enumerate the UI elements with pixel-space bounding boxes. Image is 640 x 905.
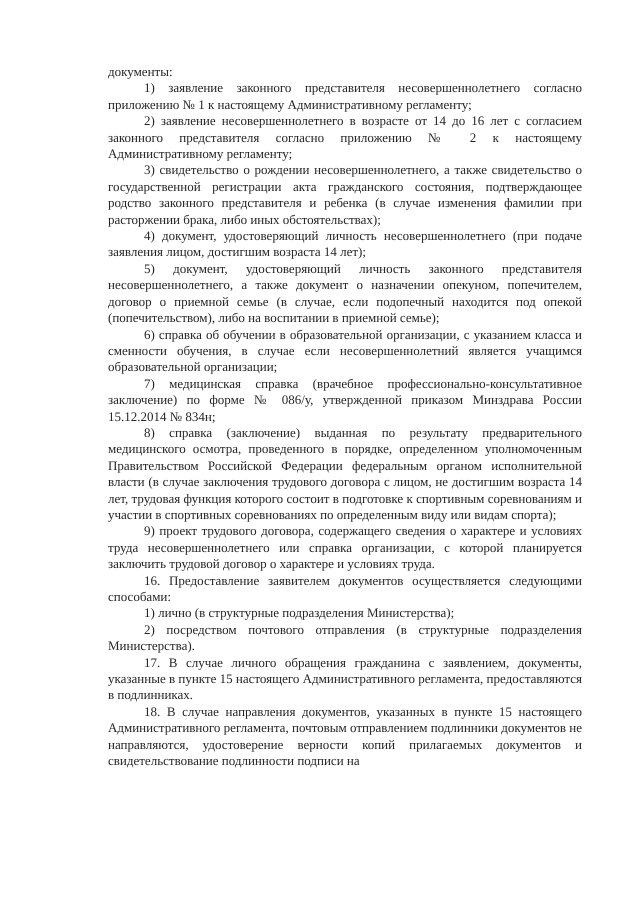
clause-16: 16. Предоставление заявителем документов осуществляется следующими способами: [108, 572, 582, 604]
paragraph-continuation: документы: [108, 64, 173, 79]
list-item-6-school-certificate: 6) справка об обучении в образовательной организации, с указанием класса и сменности обучения, в случае если несовершеннолетний является учащимся образовательной организации; [108, 326, 582, 375]
list-item-4-minor-id: 4) документ, удостоверяющий личность несовершеннолетнего (при подаче заявления лицом, достигшим возраста 14 лет); [108, 228, 582, 260]
clause-18: 18. В случае направления документов, указанных в пункте 15 настоящего Административного регламента, почтовым отправлением подлинники документов не направляются, удостоверение верности копий прилагаемых документов и свидетельствование подлинности подписи на [108, 703, 582, 769]
list-item-1-application-representative: 1) заявление законного представителя несовершеннолетнего согласно приложению № 1 к настоящему Административному регламенту; [108, 80, 582, 112]
list-item-7-medical-certificate: 7) медицинская справка (врачебное профессионально-консультативное заключение) по форме № 086/у, утвержденной приказом Минздрава России 15.12.2014 № 834н; [108, 375, 582, 424]
document-page [108, 64, 582, 769]
clause-16-method-1: 1) лично (в структурные подразделения Министерства); [144, 605, 455, 621]
list-item-9-employment-contract-draft: 9) проект трудового договора, содержащего сведения о характере и условиях труда несовершеннолетнего или справка организации, с которой планируется заключить трудовой договор о характере и условиях труда. [108, 523, 582, 572]
list-item-8-medical-examination: 8) справка (заключение) выданная по результату предварительного медицинского осмотра, проведенного в порядке, определенном уполномоченным Правительством Российской Федерации федеральным органом исполнительной власти (в случае заключения трудового договора с лицом, не достигшим возраста 14 лет, трудовая функция которого состоит в подготовке к спортивным соревнованиям и участии в спортивных соревнованиях по определенным виду или видам спорта); [108, 424, 582, 522]
list-item-3-birth-certificate: 3) свидетельство о рождении несовершеннолетнего, а также свидетельство о государственной регистрации акта гражданского состояния, подтверждающее родство законного представителя и ребенка (в случае изменения фамилии при расторжении брака, либо иных обстоятельствах); [108, 162, 582, 227]
clause-16-method-2: 2) посредством почтового отправления (в структурные подразделения Министерства). [108, 621, 582, 654]
list-item-2-application-minor: 2) заявление несовершеннолетнего в возрасте от 14 до 16 лет с согласием законного представителя согласно приложению № 2 к настоящему Административному регламенту; [108, 113, 582, 162]
clause-17: 17. В случае личного обращения гражданина с заявлением, документы, указанные в пункте 15 настоящего Административного регламента, предоставляются в подлинниках. [108, 654, 582, 703]
list-item-5-representative-id: 5) документ, удостоверяющий личность законного представителя несовершеннолетнего, а также документ о назначении опекуном, попечителем, договор о приемной семье (в случае, если подопечный находится под опекой (попечительством), либо на воспитании в приемной семье); [108, 260, 582, 326]
